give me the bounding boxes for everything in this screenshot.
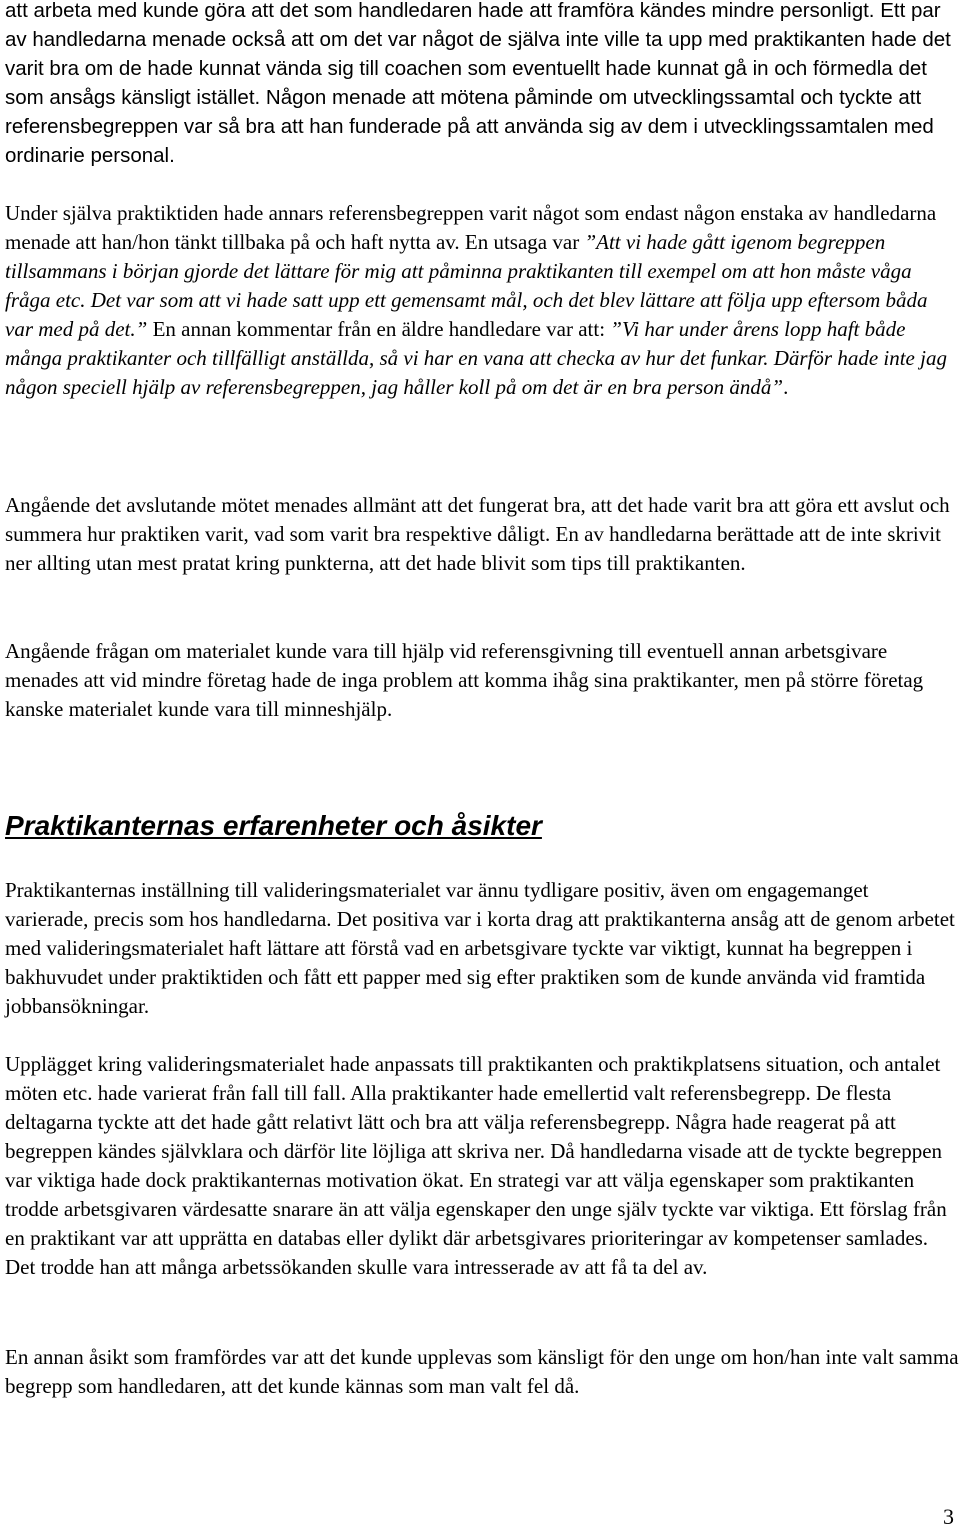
paragraph-setup: Upplägget kring valideringsmaterialet hade anpassats till praktikanten och praktikplatsens situation, och antalet möten etc. hade varierat från fall till fall. Alla praktikanter hade emellertid valt referensbegrepp. De flesta deltagarna tyckte att det hade gått relativt lätt och bra att välja referensbegrepp. Några hade reagerat på att begreppen kändes självklara och därför lite löjliga att skriva ner. Då handledarna visade att de tyckte begreppen var viktiga hade dock praktikanternas motivation ökat. En strategi var att välja egenskaper som praktikanten trodde arbetsgivaren värdesatte snarare än att välja egenskaper den unge själv tyckte var viktiga. Ett förslag från en praktikant var att upprätta en databas eller dylikt där arbetsgivares prioriteringar av kompetenser samlades. Det trodde han att många arbetssökanden skulle vara intresserade av att få ta del av. (5, 1052, 947, 1279)
page-number: 3 (943, 1504, 954, 1529)
paragraph-final-meeting: Angående det avslutande mötet menades allmänt att det fungerat bra, att det hade varit bra att göra ett avslut och summera hur praktiken varit, vad som varit bra respektive dåligt. En av handledarna berättade att de inte skrivit ner allting utan mest pratat kring punkterna, att det hade blivit som tips till praktikanten. (5, 493, 950, 575)
paragraph-other-opinion: En annan åsikt som framfördes var att det kunde upplevas som känsligt för den unge om hon/han inte valt samma begrepp som handledaren, att det kunde kännas som man valt fel då. (5, 1345, 959, 1398)
section-heading: Praktikanternas erfarenheter och åsikter (5, 810, 542, 841)
paragraph-intro-text: Under själva praktiktiden hade annars referensbegreppen varit något som endast någon enstaka av handledarna menade att han/hon tänkt tillbaka på och haft nytta av. En utsaga var (5, 201, 937, 254)
quote-first: ”Att vi hade gått igenom begreppen tillsammans i början gjorde det lättare för mig att påminna praktikanten till exempel om att hon måste våga fråga etc. Det var som att vi hade satt upp ett gemensamt mål, och det blev lättare att följa upp eftersom båda var med på det.” (5, 230, 928, 341)
paragraph-reference-concepts (5, 199, 955, 402)
paragraph-end-text: . (783, 375, 789, 399)
paragraph-trainee-attitude: Praktikanternas inställning till valideringsmaterialet var ännu tydligare positiv, även om engagemanget varierade, precis som hos handledarna. Det positiva var i korta drag att praktikanterna ansåg att de genom arbetet med valideringsmaterialet haft lättare att förstå vad en arbetsgivare tyckte var viktigt, kunnat ha begreppen i bakhuvudet under praktiktiden och fått ett papper med sig efter praktiken som de kunde använda vid framtida jobbansökningar. (5, 878, 955, 1018)
quote-second: ”Vi har under årens lopp haft både många praktikanter och tillfälligt anställda, så vi har en vana att checka av hur det funkar. Därför hade inte jag någon speciell hjälp av referensbegreppen, jag håller koll på om det är en bra person ändå” (5, 317, 947, 399)
paragraph-mid-text: En annan kommentar från en äldre handledare var att: (147, 317, 611, 341)
paragraph-handledare-meetings: att arbeta med kunde göra att det som handledaren hade att framföra kändes mindre personligt. Ett par av handledarna menade också att om det var något de själva inte ville ta upp med praktikanten hade det varit bra om de hade kunnat vända sig till coachen som eventuellt hade kunnat gå in och förmedla det som ansågs känsligt istället. Någon menade att mötena påminde om utvecklingssamtal och tyckte att referensbegreppen var så bra att han funderade på att använda sig av dem i utvecklingssamtalen med ordinarie personal. (5, 0, 951, 167)
paragraph-reference-giving: Angående frågan om materialet kunde vara till hjälp vid referensgivning till eventuell annan arbetsgivare menades att vid mindre företag hade de inga problem att komma ihåg sina praktikanter, men på större företag kanske materialet kunde vara till minneshjälp. (5, 639, 924, 721)
